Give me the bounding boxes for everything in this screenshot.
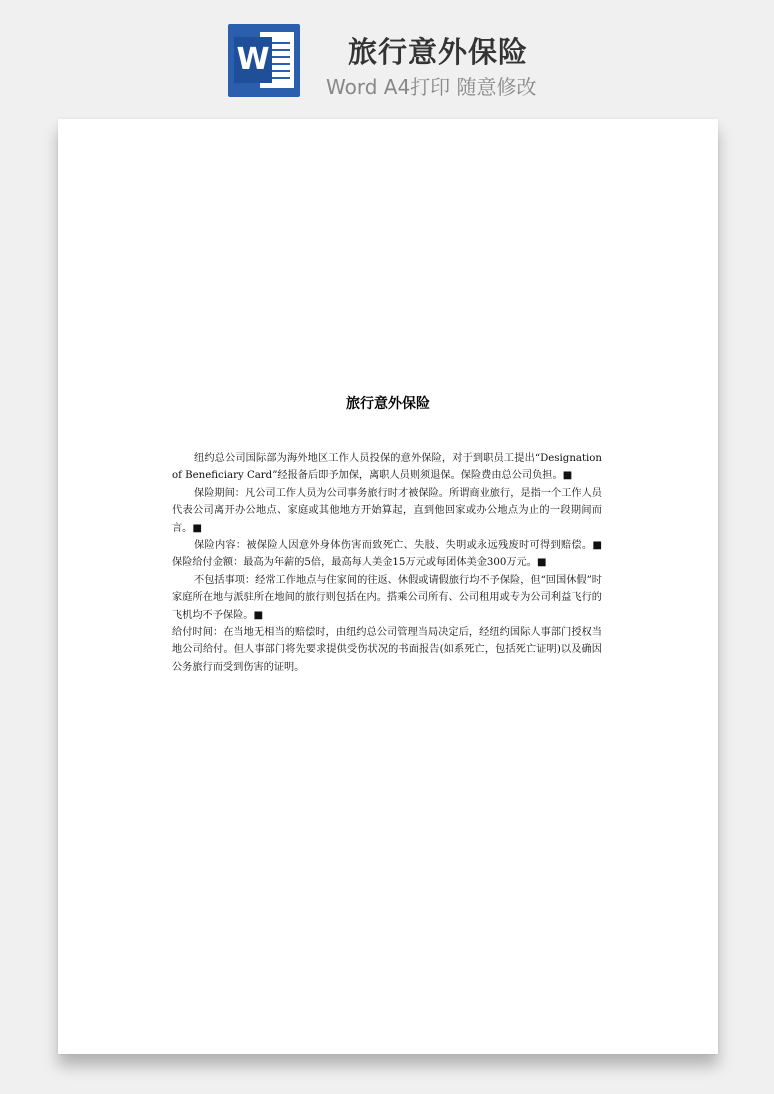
- paragraph-intro: 纽约总公司国际部为海外地区工作人员投保的意外保险，对于到职员工提出“Designation of Beneficiary Card”经报备后即予加保，离职人员则须退保。保险费由总公司负担。■: [172, 453, 602, 482]
- document-title: 旅行意外保险: [346, 396, 430, 412]
- document-body: [172, 450, 613, 676]
- paragraph-exclusions: 不包括事项：经常工作地点与住家间的往返、休假或请假旅行均不予保险，但“回国休假”时家庭所在地与派驻所在地间的旅行则包括在内。搭乘公司所有、公司租用或专为公司利益飞行的飞机均不予保险。■: [172, 574, 602, 621]
- paragraph-content: 保险内容：被保险人因意外身体伤害而致死亡、失肢、失明或永远残废时可得到赔偿。■ 保险给付金额：最高为年薪的5倍，最高每人美金15万元或每团体美金300万元。■: [172, 540, 613, 569]
- document-page: [58, 119, 718, 1054]
- word-app-icon: [228, 24, 300, 97]
- word-letter: W: [234, 37, 272, 83]
- header-subtitle: Word A4打印 随意修改: [326, 75, 537, 99]
- watermark: [99, 449, 127, 483]
- header-title: 旅行意外保险: [348, 35, 529, 69]
- paragraph-payment-time: 给付时间：在当地无相当的赔偿时，由纽约总公司管理当局决定后，经纽约国际人事部门授权当地公司给付。但人事部门将先要求提供受伤状况的书面报告(如系死亡，包括死亡证明)以及确因公务旅行而受到伤害的证明。: [172, 627, 602, 673]
- page-header: [0, 0, 774, 115]
- paragraph-period: 保险期间：凡公司工作人员为公司事务旅行时才被保险。所谓商业旅行，是指一个工作人员代表公司离开办公地点、家庭或其他地方开始算起，直到他回家或办公地点为止的一段期间而言。■: [172, 487, 602, 534]
